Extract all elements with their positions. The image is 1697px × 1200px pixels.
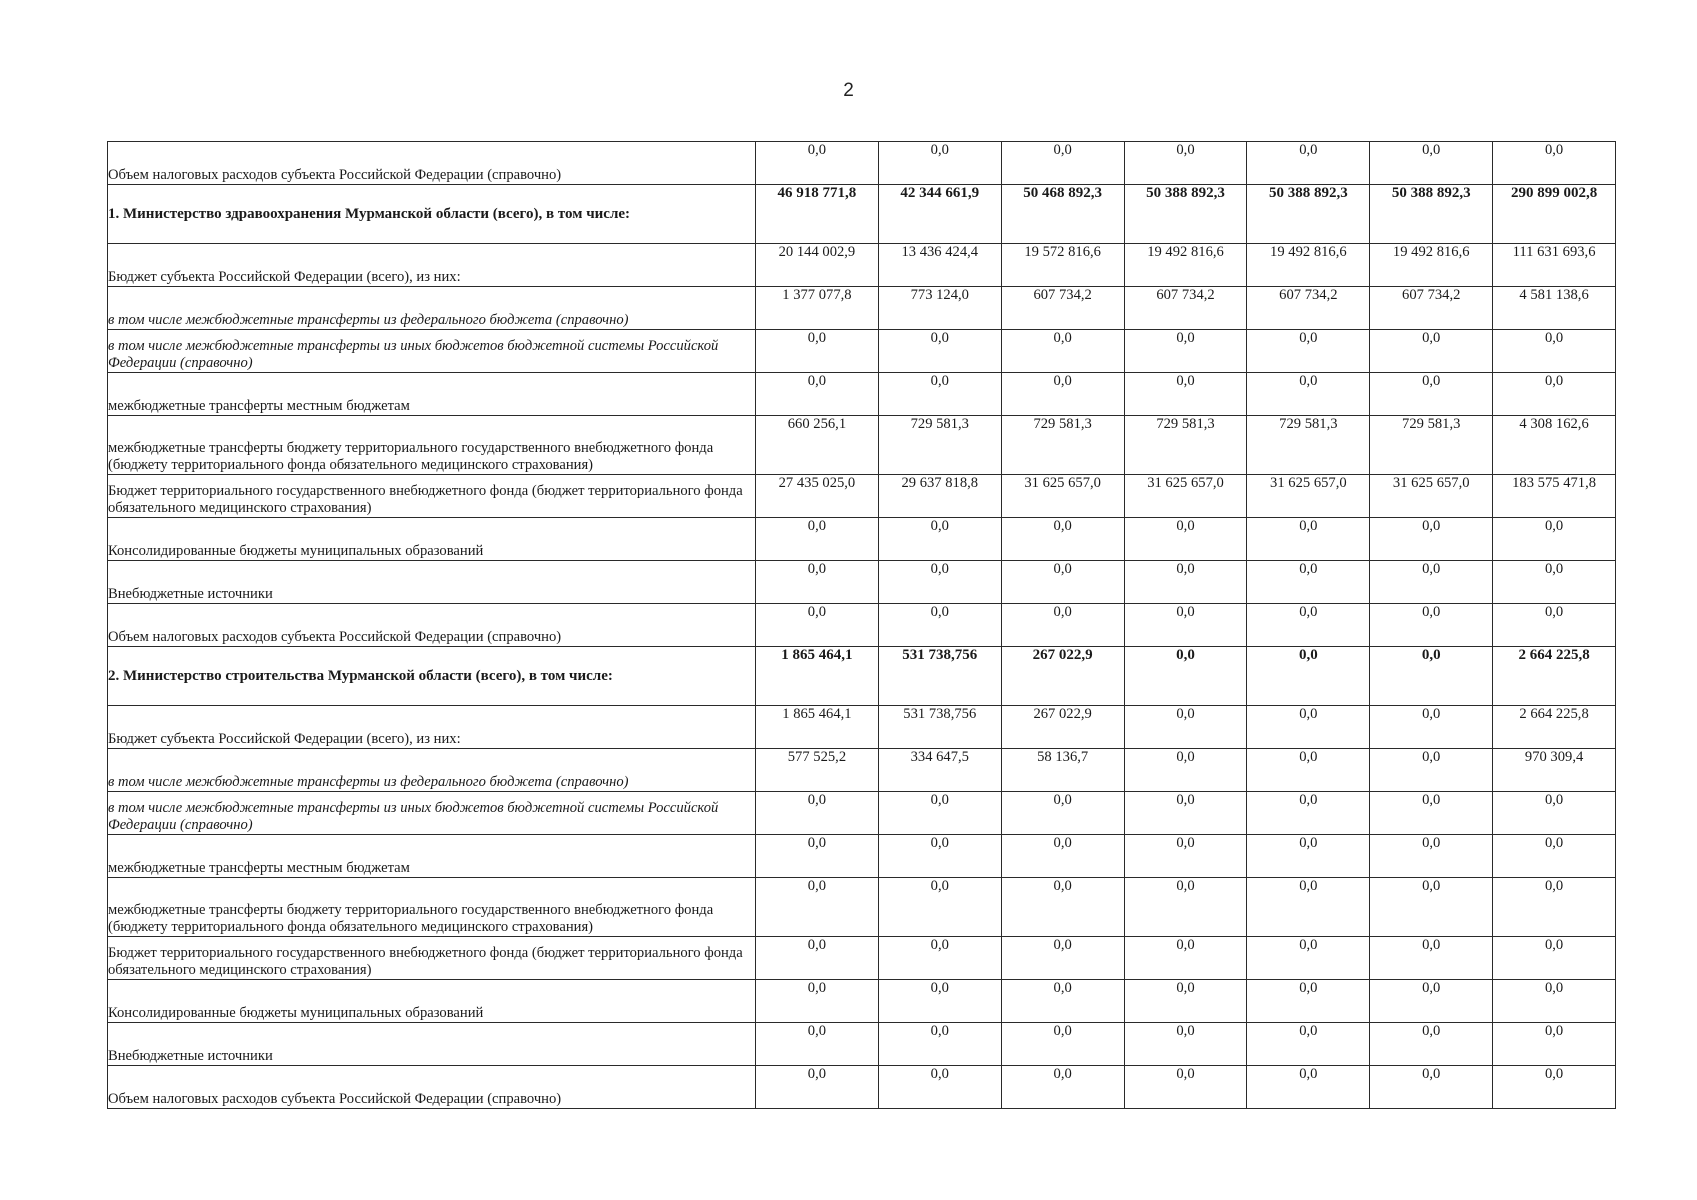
budget-table-body bbox=[108, 142, 1616, 1109]
row-value: 0,0 bbox=[1247, 937, 1370, 980]
row-value: 0,0 bbox=[756, 373, 879, 416]
row-label: межбюджетные трансферты бюджету территориального государственного внебюджетного фонда (бюджету территориального фонда обязательного медицинского страхования) bbox=[108, 416, 756, 475]
row-value: 0,0 bbox=[878, 142, 1001, 185]
row-value: 0,0 bbox=[1493, 1066, 1616, 1109]
row-label: межбюджетные трансферты местным бюджетам bbox=[108, 373, 756, 416]
row-label: в том числе межбюджетные трансферты из иных бюджетов бюджетной системы Российской Федерации (справочно) bbox=[108, 792, 756, 835]
table-row bbox=[108, 792, 1616, 835]
row-value: 0,0 bbox=[1001, 561, 1124, 604]
row-value: 0,0 bbox=[756, 604, 879, 647]
row-value: 31 625 657,0 bbox=[1001, 475, 1124, 518]
row-value: 0,0 bbox=[756, 980, 879, 1023]
row-value: 0,0 bbox=[878, 937, 1001, 980]
row-value: 0,0 bbox=[1370, 792, 1493, 835]
row-value: 19 572 816,6 bbox=[1001, 244, 1124, 287]
row-value: 0,0 bbox=[1493, 878, 1616, 937]
row-value: 0,0 bbox=[1001, 792, 1124, 835]
row-value: 0,0 bbox=[1124, 330, 1247, 373]
row-value: 0,0 bbox=[1001, 330, 1124, 373]
row-value: 0,0 bbox=[1370, 878, 1493, 937]
row-value: 0,0 bbox=[756, 1023, 879, 1066]
table-row bbox=[108, 937, 1616, 980]
row-value: 0,0 bbox=[1370, 518, 1493, 561]
row-value: 19 492 816,6 bbox=[1124, 244, 1247, 287]
row-value: 0,0 bbox=[878, 604, 1001, 647]
row-value: 0,0 bbox=[878, 330, 1001, 373]
row-value: 267 022,9 bbox=[1001, 706, 1124, 749]
row-label: Бюджет субъекта Российской Федерации (всего), из них: bbox=[108, 706, 756, 749]
row-value: 50 388 892,3 bbox=[1370, 185, 1493, 244]
row-value: 0,0 bbox=[1124, 373, 1247, 416]
table-row bbox=[108, 475, 1616, 518]
row-value: 0,0 bbox=[756, 561, 879, 604]
row-value: 0,0 bbox=[878, 561, 1001, 604]
row-value: 2 664 225,8 bbox=[1493, 647, 1616, 706]
row-value: 607 734,2 bbox=[1247, 287, 1370, 330]
row-label: Бюджет территориального государственного внебюджетного фонда (бюджет территориального фонда обязательного медицинского страхования) bbox=[108, 475, 756, 518]
table-row bbox=[108, 185, 1616, 244]
table-row bbox=[108, 1023, 1616, 1066]
row-label: межбюджетные трансферты местным бюджетам bbox=[108, 835, 756, 878]
row-value: 0,0 bbox=[756, 937, 879, 980]
table-row bbox=[108, 835, 1616, 878]
row-value: 20 144 002,9 bbox=[756, 244, 879, 287]
row-value: 0,0 bbox=[1247, 142, 1370, 185]
row-value: 0,0 bbox=[756, 330, 879, 373]
row-label: Консолидированные бюджеты муниципальных образований bbox=[108, 518, 756, 561]
row-label: межбюджетные трансферты бюджету территориального государственного внебюджетного фонда (бюджету территориального фонда обязательного медицинского страхования) bbox=[108, 878, 756, 937]
row-value: 0,0 bbox=[1370, 835, 1493, 878]
table-row bbox=[108, 244, 1616, 287]
row-value: 0,0 bbox=[1370, 980, 1493, 1023]
row-value: 607 734,2 bbox=[1001, 287, 1124, 330]
row-value: 0,0 bbox=[1247, 980, 1370, 1023]
table-row bbox=[108, 416, 1616, 475]
row-value: 50 388 892,3 bbox=[1124, 185, 1247, 244]
row-value: 729 581,3 bbox=[1247, 416, 1370, 475]
row-value: 2 664 225,8 bbox=[1493, 706, 1616, 749]
row-value: 0,0 bbox=[878, 373, 1001, 416]
row-value: 0,0 bbox=[756, 878, 879, 937]
row-label: Бюджет территориального государственного внебюджетного фонда (бюджет территориального фонда обязательного медицинского страхования) bbox=[108, 937, 756, 980]
row-value: 0,0 bbox=[1370, 330, 1493, 373]
row-value: 0,0 bbox=[1370, 373, 1493, 416]
row-value: 0,0 bbox=[1124, 647, 1247, 706]
row-value: 0,0 bbox=[1124, 142, 1247, 185]
row-value: 58 136,7 bbox=[1001, 749, 1124, 792]
row-value: 0,0 bbox=[1001, 1066, 1124, 1109]
row-label: Внебюджетные источники bbox=[108, 561, 756, 604]
row-label: Объем налоговых расходов субъекта Российской Федерации (справочно) bbox=[108, 604, 756, 647]
row-value: 0,0 bbox=[756, 1066, 879, 1109]
row-value: 27 435 025,0 bbox=[756, 475, 879, 518]
row-value: 0,0 bbox=[1370, 561, 1493, 604]
row-value: 46 918 771,8 bbox=[756, 185, 879, 244]
row-value: 50 388 892,3 bbox=[1247, 185, 1370, 244]
row-label: в том числе межбюджетные трансферты из иных бюджетов бюджетной системы Российской Федерации (справочно) bbox=[108, 330, 756, 373]
row-value: 0,0 bbox=[1124, 980, 1247, 1023]
row-value: 0,0 bbox=[1124, 518, 1247, 561]
row-value: 334 647,5 bbox=[878, 749, 1001, 792]
row-label: в том числе межбюджетные трансферты из федерального бюджета (справочно) bbox=[108, 287, 756, 330]
row-value: 183 575 471,8 bbox=[1493, 475, 1616, 518]
row-value: 0,0 bbox=[756, 518, 879, 561]
row-value: 0,0 bbox=[1124, 561, 1247, 604]
table-row bbox=[108, 373, 1616, 416]
row-value: 0,0 bbox=[878, 1023, 1001, 1066]
row-value: 0,0 bbox=[1493, 561, 1616, 604]
row-value: 773 124,0 bbox=[878, 287, 1001, 330]
row-label: 1. Министерство здравоохранения Мурманской области (всего), в том числе: bbox=[108, 185, 756, 244]
row-value: 607 734,2 bbox=[1370, 287, 1493, 330]
row-value: 729 581,3 bbox=[878, 416, 1001, 475]
row-value: 0,0 bbox=[1247, 330, 1370, 373]
row-value: 0,0 bbox=[1001, 878, 1124, 937]
row-value: 531 738,756 bbox=[878, 647, 1001, 706]
row-label: Внебюджетные источники bbox=[108, 1023, 756, 1066]
row-label: Объем налоговых расходов субъекта Российской Федерации (справочно) bbox=[108, 1066, 756, 1109]
row-value: 729 581,3 bbox=[1124, 416, 1247, 475]
row-value: 50 468 892,3 bbox=[1001, 185, 1124, 244]
row-label: Консолидированные бюджеты муниципальных образований bbox=[108, 980, 756, 1023]
table-row bbox=[108, 518, 1616, 561]
table-row bbox=[108, 647, 1616, 706]
row-value: 0,0 bbox=[1001, 937, 1124, 980]
row-value: 0,0 bbox=[1370, 749, 1493, 792]
row-value: 0,0 bbox=[756, 792, 879, 835]
budget-table bbox=[107, 141, 1616, 1109]
table-row bbox=[108, 142, 1616, 185]
row-label: Объем налоговых расходов субъекта Российской Федерации (справочно) bbox=[108, 142, 756, 185]
table-row bbox=[108, 604, 1616, 647]
row-value: 0,0 bbox=[1493, 792, 1616, 835]
row-value: 0,0 bbox=[1247, 561, 1370, 604]
row-value: 0,0 bbox=[1370, 142, 1493, 185]
row-value: 0,0 bbox=[1001, 980, 1124, 1023]
row-value: 0,0 bbox=[1493, 980, 1616, 1023]
row-value: 0,0 bbox=[878, 518, 1001, 561]
table-row bbox=[108, 980, 1616, 1023]
row-value: 0,0 bbox=[1001, 142, 1124, 185]
row-value: 970 309,4 bbox=[1493, 749, 1616, 792]
row-value: 31 625 657,0 bbox=[1247, 475, 1370, 518]
row-value: 531 738,756 bbox=[878, 706, 1001, 749]
row-value: 0,0 bbox=[1493, 518, 1616, 561]
table-row bbox=[108, 749, 1616, 792]
table-row bbox=[108, 1066, 1616, 1109]
row-value: 0,0 bbox=[1493, 835, 1616, 878]
row-value: 0,0 bbox=[1001, 835, 1124, 878]
row-value: 0,0 bbox=[1247, 706, 1370, 749]
row-value: 0,0 bbox=[1001, 604, 1124, 647]
row-value: 0,0 bbox=[1370, 937, 1493, 980]
row-value: 0,0 bbox=[1124, 835, 1247, 878]
row-value: 13 436 424,4 bbox=[878, 244, 1001, 287]
row-label: в том числе межбюджетные трансферты из федерального бюджета (справочно) bbox=[108, 749, 756, 792]
row-value: 607 734,2 bbox=[1124, 287, 1247, 330]
row-value: 0,0 bbox=[878, 980, 1001, 1023]
row-value: 1 865 464,1 bbox=[756, 647, 879, 706]
row-value: 0,0 bbox=[1247, 373, 1370, 416]
row-value: 0,0 bbox=[878, 1066, 1001, 1109]
row-value: 0,0 bbox=[1370, 647, 1493, 706]
row-value: 29 637 818,8 bbox=[878, 475, 1001, 518]
row-value: 0,0 bbox=[878, 878, 1001, 937]
row-value: 1 865 464,1 bbox=[756, 706, 879, 749]
row-value: 31 625 657,0 bbox=[1370, 475, 1493, 518]
row-value: 4 308 162,6 bbox=[1493, 416, 1616, 475]
row-value: 0,0 bbox=[878, 835, 1001, 878]
table-row bbox=[108, 878, 1616, 937]
row-value: 4 581 138,6 bbox=[1493, 287, 1616, 330]
row-value: 0,0 bbox=[1124, 878, 1247, 937]
row-value: 0,0 bbox=[1247, 1023, 1370, 1066]
row-value: 0,0 bbox=[1247, 1066, 1370, 1109]
row-value: 111 631 693,6 bbox=[1493, 244, 1616, 287]
row-value: 660 256,1 bbox=[756, 416, 879, 475]
row-value: 577 525,2 bbox=[756, 749, 879, 792]
row-value: 0,0 bbox=[1247, 878, 1370, 937]
row-value: 0,0 bbox=[1124, 937, 1247, 980]
row-value: 0,0 bbox=[1370, 604, 1493, 647]
row-value: 0,0 bbox=[756, 142, 879, 185]
row-value: 290 899 002,8 bbox=[1493, 185, 1616, 244]
row-value: 42 344 661,9 bbox=[878, 185, 1001, 244]
row-value: 0,0 bbox=[1247, 647, 1370, 706]
row-value: 729 581,3 bbox=[1001, 416, 1124, 475]
row-value: 0,0 bbox=[1370, 1066, 1493, 1109]
row-value: 19 492 816,6 bbox=[1247, 244, 1370, 287]
row-label: Бюджет субъекта Российской Федерации (всего), из них: bbox=[108, 244, 756, 287]
row-value: 0,0 bbox=[1370, 1023, 1493, 1066]
row-value: 0,0 bbox=[1493, 373, 1616, 416]
row-value: 0,0 bbox=[1124, 706, 1247, 749]
row-value: 0,0 bbox=[1001, 518, 1124, 561]
row-value: 0,0 bbox=[1493, 142, 1616, 185]
row-value: 0,0 bbox=[1370, 706, 1493, 749]
row-value: 0,0 bbox=[1001, 373, 1124, 416]
row-value: 1 377 077,8 bbox=[756, 287, 879, 330]
row-value: 0,0 bbox=[1247, 518, 1370, 561]
row-value: 0,0 bbox=[1001, 1023, 1124, 1066]
row-value: 0,0 bbox=[756, 835, 879, 878]
row-value: 0,0 bbox=[1493, 937, 1616, 980]
table-row bbox=[108, 561, 1616, 604]
table-row bbox=[108, 287, 1616, 330]
row-value: 0,0 bbox=[1124, 792, 1247, 835]
row-value: 0,0 bbox=[1124, 749, 1247, 792]
row-value: 0,0 bbox=[1247, 792, 1370, 835]
row-value: 0,0 bbox=[1247, 604, 1370, 647]
row-value: 19 492 816,6 bbox=[1370, 244, 1493, 287]
row-value: 0,0 bbox=[1124, 604, 1247, 647]
row-value: 0,0 bbox=[1124, 1066, 1247, 1109]
row-value: 0,0 bbox=[1493, 330, 1616, 373]
row-value: 267 022,9 bbox=[1001, 647, 1124, 706]
table-row bbox=[108, 706, 1616, 749]
row-value: 0,0 bbox=[878, 792, 1001, 835]
row-value: 0,0 bbox=[1247, 835, 1370, 878]
row-value: 0,0 bbox=[1493, 1023, 1616, 1066]
row-value: 729 581,3 bbox=[1370, 416, 1493, 475]
row-value: 0,0 bbox=[1124, 1023, 1247, 1066]
table-row bbox=[108, 330, 1616, 373]
row-value: 0,0 bbox=[1247, 749, 1370, 792]
row-value: 31 625 657,0 bbox=[1124, 475, 1247, 518]
row-label: 2. Министерство строительства Мурманской области (всего), в том числе: bbox=[108, 647, 756, 706]
page-number: 2 bbox=[843, 80, 854, 101]
row-value: 0,0 bbox=[1493, 604, 1616, 647]
